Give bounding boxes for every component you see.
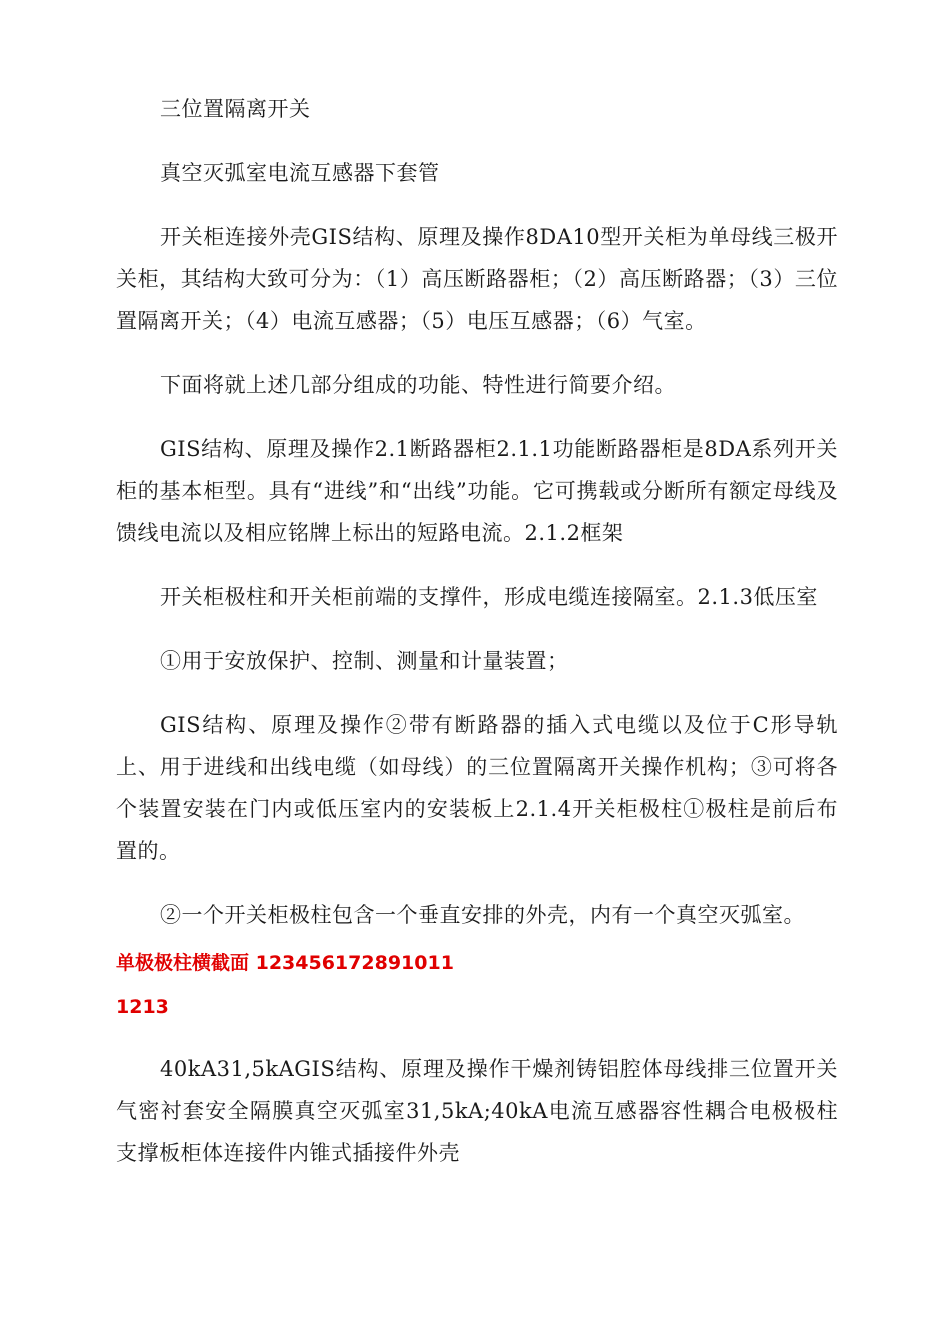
paragraph: 真空灭弧室电流互感器下套管 xyxy=(160,161,440,185)
paragraph: 下面将就上述几部分组成的功能、特性进行简要介绍。 xyxy=(160,373,676,397)
paragraph: 三位置隔离开关 xyxy=(160,97,311,121)
paragraph: 开关柜连接外壳GIS结构、原理及操作8DA10型开关柜为单母线三极开关柜，其结构大致可分为：（1）高压断路器柜；（2）高压断路器；（3）三位置隔离开关；（4）电流互感器；（5）电压互感器；（6）气室。 xyxy=(116,225,838,333)
paragraph: GIS结构、原理及操作②带有断路器的插入式电缆以及位于C形导轨上、用于进线和出线电缆（如母线）的三位置隔离开关操作机构；③可将各个装置安装在门内或低压室内的安装板上2.1.4开关柜极柱①极柱是前后布置的。 xyxy=(116,713,838,863)
section-heading: 单极极柱横截面 12345617289101​1 xyxy=(116,952,454,974)
paragraph: ②一个开关柜极柱包含一个垂直安排的外壳，内有一个真空灭弧室。 xyxy=(160,903,805,927)
section-heading-continued: 1213 xyxy=(116,996,169,1018)
paragraph: ①用于安放保护、控制、测量和计量装置； xyxy=(160,649,569,673)
paragraph: 开关柜极柱和开关柜前端的支撑件，形成电缆连接隔室。2.1.3低压室 xyxy=(160,585,818,609)
paragraph: 40kA31,5kAGIS结构、原理及操作干燥剂铸铝腔体母线排三位置开关气密衬套安全隔膜真空灭弧室31,5kA;40kA电流互感器容性耦合电极极柱支撑板柜体连接件内锥式插接件外壳 xyxy=(116,1057,838,1165)
paragraph: GIS结构、原理及操作2.1断路器柜2.1.1功能断路器柜是8DA系列开关柜的基本柜型。具有“进线”和“出线”功能。它可携载或分断所有额定母线及馈线电流以及相应铭牌上标出的短路电流。2.1.2框架 xyxy=(116,437,838,545)
